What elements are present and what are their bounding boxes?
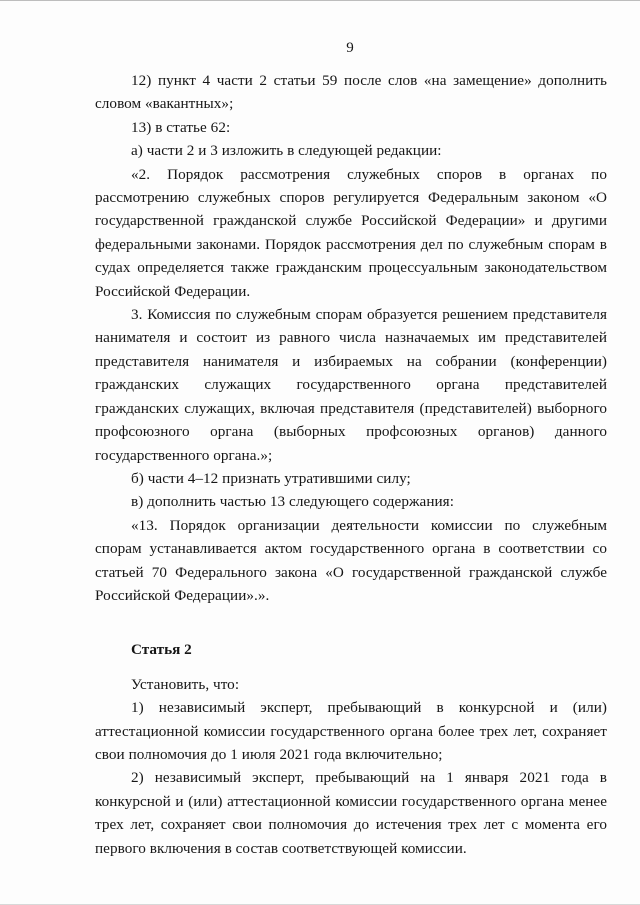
page-number: 9 [346,40,354,56]
paragraph-part-3-text: 3. Комиссия по служебным спорам образуется решением представителя нанимателя и состоит из равного числа назначаемых им представителей представителя нанимателя и избираемых на собрании (конференции) гражданских служащих государственного органа представителей гражданских служащих, включая представителя (представителей) выборного профсоюзного органа (выборных профсоюзных органов) данного государственного органа.»; [95,306,607,464]
paragraph-part-13-text: «13. Порядок организации деятельности комиссии по служебным спорам устанавливается актом государственного органа в соответствии со статьей 70 Федерального закона «О государственной гражданской службе Российской Федерации».». [95,516,607,604]
paragraph-part-2-text: «2. Порядок рассмотрения служебных споров в органах по рассмотрению служебных споров регулируется Федеральным законом «О государственной гражданской службе Российской Федерации» и другими федеральными законами. Порядок рассмотрения дел по служебным спорам в судах определяется также гражданским процессуальным законодательством Российской Федерации. [95,165,607,300]
paragraph-expert-1: 1) независимый эксперт, пребывающий в конкурсной и (или) аттестационной комиссии государственного органа более трех лет, сохраняет свои полномочия до 1 июля 2021 года включительно; [95,699,607,763]
scan-edge-top [0,0,640,1]
paragraph-item-12: 12) пункт 4 части 2 статьи 59 после слов «на замещение» дополнить словом «вакантных»; [95,72,607,113]
document-body [95,69,607,860]
paragraph-expert-2: 2) независимый эксперт, пребывающий на 1 января 2021 года в конкурсной и (или) аттестационной комиссии государственного органа менее трех лет, сохраняет свои полномочия до истечения трех лет с момента его первого включения в состав соответствующей комиссии. [95,769,607,857]
paragraph-subitem-b: б) части 4–12 признать утратившими силу; [131,469,411,487]
paragraph-subitem-a: а) части 2 и 3 изложить в следующей редакции: [131,142,442,160]
article-heading: Статья 2 [131,641,192,659]
paragraph-establish: Установить, что: [131,675,240,693]
paragraph-subitem-v: в) дополнить частью 13 следующего содержания: [131,493,454,511]
paragraph-item-13: 13) в статье 62: [131,118,231,136]
